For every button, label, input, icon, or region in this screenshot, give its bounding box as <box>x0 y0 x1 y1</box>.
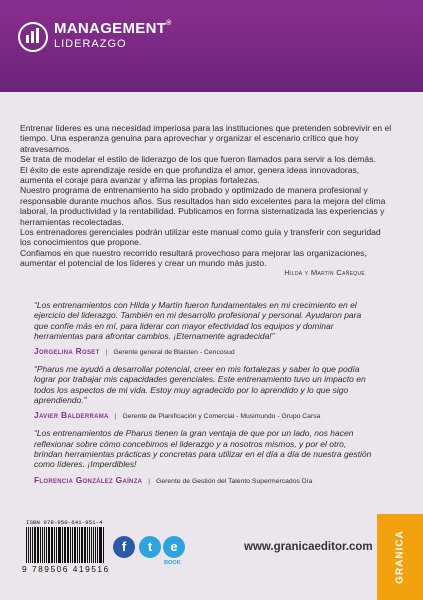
testimonial-role: Gerente de Gestión del Talento Supermercados Día <box>156 477 313 485</box>
barcode-bar <box>81 527 83 563</box>
testimonials <box>34 300 374 493</box>
barcode-bar <box>72 527 73 563</box>
testimonial-name: Jorgelina Roset <box>34 346 100 357</box>
series-subtitle: LIDERAZGO <box>54 38 127 50</box>
barcode-bar <box>89 527 90 563</box>
barcode-bar <box>74 527 75 563</box>
barcode-bar <box>62 527 63 563</box>
intro-paragraph: Entrenar líderes es una necesidad imperiosa para las instituciones que pretenden sobrevivir en el tiempo. Una esperanza genuina para aprovechar y organizar el escenario crítico que hoy atravesamos. <box>20 123 392 154</box>
testimonial-text: “Los entrenamientos con Hilda y Martín fueron fundamentales en mi crecimiento en el ejercicio del liderazgo. También en mi desarrollo profesional y personal. Ayudaron para que confíe más en mí, para liderar con mayor efectividad los equipos y dominar herramientas para afrontar cambios. ¡Eternamente agradecida!” <box>34 300 362 341</box>
testimonial-signature <box>34 410 374 420</box>
barcode-bar <box>30 527 31 563</box>
barcode-bar <box>79 527 80 563</box>
testimonial-role: Gerente general de Blaisten - Cencosud <box>113 349 235 357</box>
testimonial <box>34 300 374 356</box>
brand <box>54 20 172 50</box>
barcode-bar <box>84 527 85 563</box>
ebook-icon[interactable]: e <box>163 536 185 558</box>
barcode-bar <box>75 527 76 563</box>
testimonial-text: “Los entrenamientos de Pharus tienen la gran ventaja de que por un lado, nos hacen reflexionar sobre cómo concebimos el liderazgo y a nosotros mismos, y por el otro, brindan herramientas prácticas y concretas para utilizar en el día a día de nuestra gestión como líderes. ¡Imperdibles! <box>34 428 372 470</box>
barcode-bar <box>28 527 29 563</box>
isbn-text: ISBN 978-950-641-951-4 <box>26 519 103 526</box>
testimonial-text: “Pharus me ayudó a desarrollar potencial, creer en mis fortalezas y saber lo que podía lograr por trabajar mis capacidades gerenciales. Este entrenamiento tuvo un impacto en todos los aspectos de mi vida. Estoy muy agradecido por lo aprendido y lo que sigo aprendiendo.” <box>34 364 366 406</box>
twitter-icon[interactable]: t <box>139 536 161 558</box>
barcode-bar <box>32 527 33 563</box>
barcode-bar <box>46 527 47 563</box>
authors-signature: Hilda y Martín Cañeque <box>284 268 365 277</box>
barcode-bar <box>34 527 36 563</box>
barcode-bar <box>52 527 53 563</box>
barcode-bar <box>54 527 55 563</box>
facebook-icon[interactable]: f <box>113 536 135 558</box>
separator: | <box>114 413 117 421</box>
barcode-bar <box>37 527 38 563</box>
bar-chart-logo-icon <box>18 22 48 52</box>
intro-text <box>20 123 392 269</box>
testimonial-role: Gerente de Planificación y Comercial - Musimundo - Grupo Carsa <box>122 413 321 421</box>
barcode-bar <box>99 527 100 563</box>
barcode-bar <box>103 527 104 563</box>
barcode-bar <box>44 527 45 563</box>
series-title: MANAGEMENT® <box>54 20 172 37</box>
intro-paragraph: Confiamos en que nuestro recorrido resultará provechoso para mejorar las organizaciones, aumentar el potencial de los líderes y crear un mundo más justo. <box>20 247 367 269</box>
barcode-bar <box>42 527 43 563</box>
testimonial-signature <box>34 475 374 485</box>
publisher-name: GRANICA <box>394 530 406 584</box>
barcode-bar <box>26 527 27 563</box>
barcode-bar <box>97 527 98 563</box>
barcode-bar <box>87 527 88 563</box>
separator: | <box>148 477 151 485</box>
book-label: BOOK <box>164 560 181 566</box>
barcode <box>26 527 104 563</box>
barcode-bar <box>100 527 101 563</box>
barcode-bar <box>91 527 92 563</box>
testimonial-name: Florencia González Gaínza <box>34 474 143 485</box>
barcode-bar <box>40 527 41 563</box>
intro-paragraph: El éxito de este aprendizaje reside en que profundiza el amor, genera ideas innovadoras, aumenta el coraje para avanzar y afirma las propias fortalezas. <box>20 164 360 186</box>
publisher-tab <box>377 514 423 600</box>
intro-paragraph: Los entrenadores gerenciales podrán utilizar este manual como guía y transferir con seguridad los conocimientos que propone. <box>20 227 381 248</box>
intro-paragraph: Nuestro programa de entrenamiento ha sido probado y optimizado de manera profesional y responsable durante muchos años. Sus resultados han sido excelentes para la mejora del clima laboral, la productividad y la rentabilidad. Publicamos en forma sistematizada las experiencias y herramientas recolectadas. <box>20 185 386 227</box>
barcode-bar <box>38 527 39 563</box>
testimonial <box>34 428 374 484</box>
barcode-bar <box>77 527 78 563</box>
barcode-bar <box>85 527 86 563</box>
testimonial <box>34 364 374 420</box>
barcode-bar <box>95 527 96 563</box>
testimonial-name: Javier Balderrama <box>34 410 109 421</box>
barcode-bar <box>93 527 94 563</box>
barcode-bar <box>59 527 60 563</box>
barcode-bar <box>58 527 59 563</box>
intro-paragraph: Se trata de modelar el estilo de liderazgo de los que fueron llamados para servir a los demás. <box>20 154 376 165</box>
barcode-bar <box>65 527 66 563</box>
barcode-number: 9 789506 419516 <box>22 564 110 574</box>
barcode-bar <box>51 527 52 563</box>
separator: | <box>105 349 108 357</box>
barcode-bar <box>67 527 69 563</box>
barcode-bar <box>64 527 65 563</box>
header-band <box>0 0 423 92</box>
website-link[interactable]: www.granicaeditor.com <box>244 541 373 553</box>
barcode-bar <box>56 527 57 563</box>
testimonial-signature <box>34 346 374 356</box>
barcode-bar <box>48 527 50 563</box>
barcode-bar <box>70 527 71 563</box>
